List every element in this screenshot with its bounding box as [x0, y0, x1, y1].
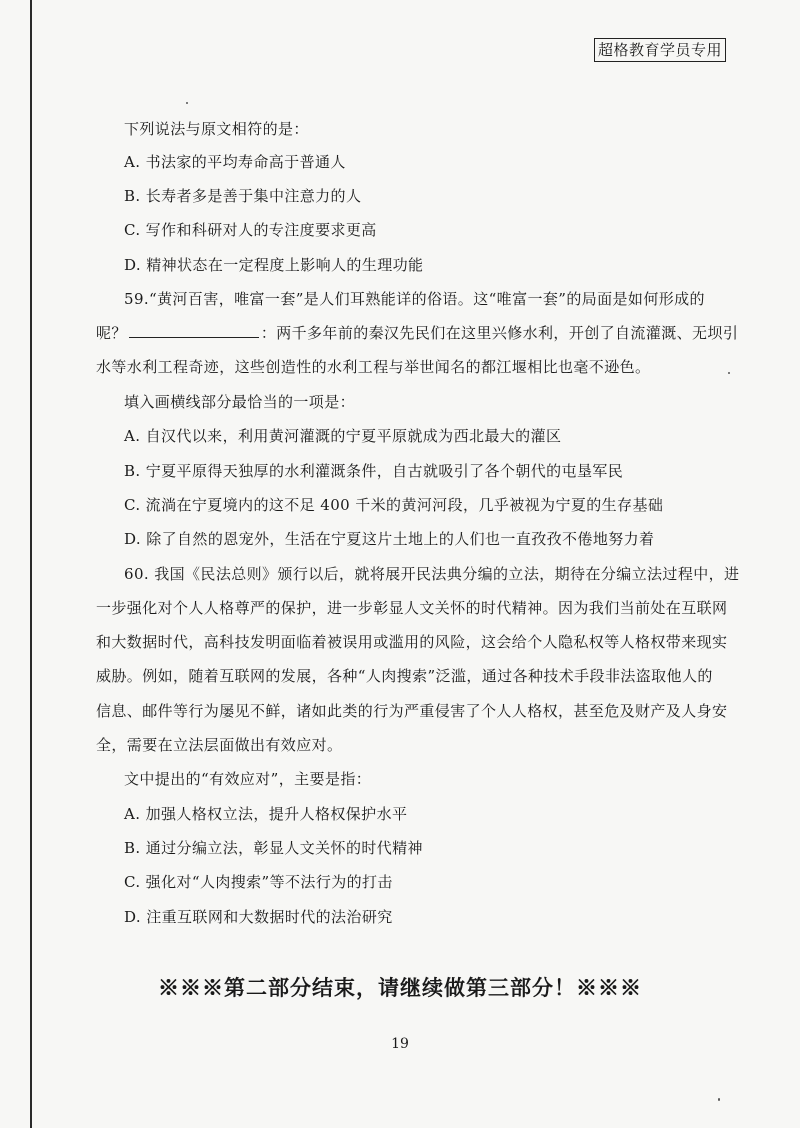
option-58-c: C. 写作和科研对人的专注度要求更高 [124, 221, 377, 239]
question-59-line-2-end: ：两千多年前的秦汉先民们在这里兴修水利，开创了自流灌溉、无坝引 [260, 324, 739, 342]
option-58-d: D. 精神状态在一定程度上影响人的生理功能 [124, 256, 424, 274]
question-60-prompt: 文中提出的“有效应对”，主要是指： [124, 770, 372, 788]
option-60-b: B. 通过分编立法，彰显人文关怀的时代精神 [124, 839, 423, 857]
question-59-prompt: 填入画横线部分最恰当的一项是： [124, 393, 356, 411]
option-59-a: A. 自汉代以来，利用黄河灌溉的宁夏平原就成为西北最大的灌区 [124, 427, 562, 445]
page-number: 19 [391, 1036, 409, 1052]
option-60-c: C. 强化对“人肉搜索”等不法行为的打击 [124, 873, 393, 891]
scan-speck [728, 372, 730, 374]
option-58-a: A. 书法家的平均寿命高于普通人 [124, 153, 346, 171]
scan-edge [30, 0, 32, 1128]
option-59-c: C. 流淌在宁夏境内的这不足 400 千米的黄河河段，几乎被视为宁夏的生存基础 [124, 496, 664, 514]
option-59-d: D. 除了自然的恩宠外，生活在宁夏这片土地上的人们也一直孜孜不倦地努力着 [124, 530, 655, 548]
option-58-b: B. 长寿者多是善于集中注意力的人 [124, 187, 362, 205]
scan-speck [718, 1098, 720, 1101]
answer-blank [129, 323, 259, 338]
section-end-notice: ※※※第二部分结束，请继续做第三部分！※※※ [158, 975, 642, 1000]
question-60-line-3: 和大数据时代，高科技发明面临着被误用或滥用的风险，这会给个人隐私权等人格权带来现实 [96, 633, 728, 651]
scan-speck [186, 102, 188, 104]
question-60-line-5: 信息、邮件等行为屡见不鲜，诸如此类的行为严重侵害了个人人格权，甚至危及财产及人身安 [96, 702, 728, 720]
question-58-prompt: 下列说法与原文相符的是： [124, 120, 309, 138]
option-60-d: D. 注重互联网和大数据时代的法治研究 [124, 908, 393, 926]
question-60-line-6: 全，需要在立法层面做出有效应对。 [96, 736, 343, 754]
header-tag: 超格教育学员专用 [594, 38, 726, 62]
question-60-line-1: 60. 我国《民法总则》颁行以后，就将展开民法典分编的立法，期待在分编立法过程中，进 [124, 565, 740, 583]
question-59-line-3: 水等水利工程奇迹，这些创造性的水利工程与举世闻名的都江堰相比也毫不逊色。 [96, 358, 651, 376]
question-59-line-2 [96, 322, 738, 343]
option-59-b: B. 宁夏平原得天独厚的水利灌溉条件，自古就吸引了各个朝代的屯垦军民 [124, 462, 624, 480]
question-59-line-2-start: 呢？ [96, 324, 127, 342]
question-60-line-2: 一步强化对个人人格尊严的保护，进一步彰显人文关怀的时代精神。因为我们当前处在互联网 [96, 599, 728, 617]
option-60-a: A. 加强人格权立法，提升人格权保护水平 [124, 805, 408, 823]
question-60-line-4: 威胁。例如，随着互联网的发展，各种“人肉搜索”泛滥，通过各种技术手段非法盗取他人的 [96, 667, 713, 685]
question-59-line-1: 59.“黄河百害，唯富一套”是人们耳熟能详的俗语。这“唯富一套”的局面是如何形成的 [124, 290, 705, 308]
